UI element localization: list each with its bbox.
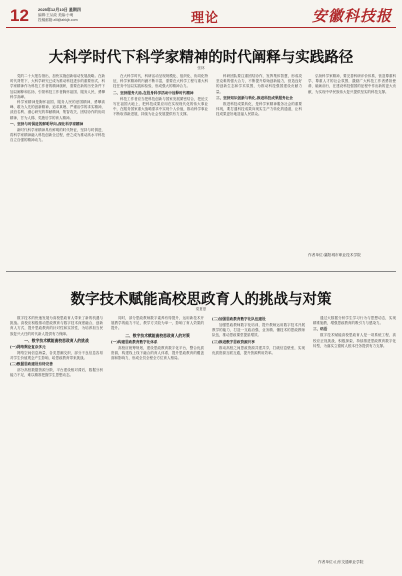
newspaper-logo: 安徽科技报 bbox=[311, 7, 392, 25]
article2-author-note: 作者单位:山东交通职业学院 bbox=[318, 560, 364, 564]
article1-column-2: 在大科学时代，科研活动呈现规模化、组织化、协同化特征，科学家精神的内涵不断丰富，需要在大科学工程与重大科技任务中加以实践和检验，形成强大的精神合力。 二、坚持服务大局,在投身科学活动中诠释时代精神 科技工作者应当把科技创新与国家发展紧密结合，把论文写在祖国大地上，把科技成果应用在实现现代化的伟大事业中，在服务国家重大战略需求中实现个人价值，推动科学事业不断取得新进展，持续为社会发展提供有力支撑。 bbox=[113, 74, 208, 117]
section-title: 理论 bbox=[191, 11, 220, 26]
article2-subhead-6: (二)加强思政教育数字化队伍建设 bbox=[212, 317, 266, 321]
article2-title: 数字技术赋能高校思政育人的挑战与对策 bbox=[70, 291, 332, 308]
article2-column-1: 数字技术的快速发展为高校思政育人带来了新的机遇与挑战。高校应积极推动思政教育与数字技术深度融合，创新育人方式，提升思政教育的针对性和实效性，为培养担当民族复兴大任的时代新人提供有力保障。 一、数字技术赋能高校思政育人的挑战 (一)网络舆论复杂多元 网络空间信息海量，各类思潮交织，部分不良信息容易对学生价值观念产生影响，给思政教育带来挑战。 (二)数据思政建设有待完善 部分高校数据资源分散，平台建设相对滞后，数据分析能力不足，难以精准把握学生思想动态。 bbox=[10, 316, 103, 378]
email-line: 投稿邮箱:zlll@ahkjb.com bbox=[38, 18, 78, 22]
issue-date: 2025年12月10日 星期四 bbox=[38, 7, 81, 12]
article1-column-1: 党的二十大报告指出，加快实施创新驱动发展战略。在新时代背景下，大科学研究已成为推动科技进步的重要形式，科学家精神作为科技工作者的精神旗帜，需要在新的历史条件下加以阐释和弘扬，引领科技工作者胸怀祖国、服务人民，勇攀科学高峰。 科学家精神是胸怀祖国、服务人民的爱国精神，勇攀高峰、敢为人先的创新精神，追求真理、严谨治学的求实精神，淡泊名利、潜心研究的奉献精神，集智攻关、团结协作的协同精神，甘为人梯、奖掖后学的育人精神。 一、坚持与时俱进的鲜明导向,深化科学家精神 新时代科学家精神具有鲜明的时代特征，坚持与时俱进，将科学家精神融入科技创新全过程，使之成为推动高水平科技自立自强的精神动力。 bbox=[10, 74, 105, 143]
article2-column-3: (二)加强思政教育数字化队伍建设 加强思政教师数字化培训，提升教师运用数字技术开展教学的能力，打造一支政治强、业务精、懂技术的思政教师队伍，推动思政课堂提质增效。 (三)推进数字思政资源共享 推动高校之间思政资源共建共享，打破信息壁垒，实现优质资源互联互通，提升资源利用效率。 bbox=[212, 317, 305, 355]
article2-author: 梁夏夏 bbox=[195, 307, 207, 311]
article2-subhead-2: (一)网络舆论复杂多元 bbox=[10, 344, 46, 349]
article2-subhead-8: 三、结语 bbox=[313, 327, 328, 332]
article2-subhead-7: (三)推进数字思政资源共享 bbox=[212, 339, 255, 344]
article1-author: 张林 bbox=[197, 66, 205, 70]
article1-author-note: 作者单位:襄阳城市职业技术学院 bbox=[308, 253, 361, 257]
page-header bbox=[6, 4, 396, 26]
article1-subhead-3: 三、坚持知识创新与转化,推进科技成果服务社会 bbox=[216, 95, 293, 100]
article2-subhead-5: (一)构建思政教育数字化体系 bbox=[111, 339, 158, 344]
article2-column-4: 通过大数据分析学生学习行为与思想动态，实现精准施教，增强思政教育的吸引力与感染力。 三、结语 数字技术赋能高校思政育人是一项系统工程，高校应正视挑战，积极探索，持续推进思政教育数字化转型，为落实立德树人根本任务提供有力支撑。 bbox=[313, 316, 396, 348]
article2-column-2: 同时，部分思政教师数字素养有待提升，运用新技术开展教学的能力不足，教学方式较为单一，影响了育人效果的提升。 二、数字技术赋能高校思政育人的对策 (一)构建思政教育数字化体系 高校应统筹规划，建设思政教育数字化平台，整合优质资源，构建线上线下融合的育人体系，提升思政教育的覆盖面和影响力，形成全员全程全方位育人格局。 bbox=[111, 316, 204, 361]
article1-column-3: 科研团队要注重团结协作，发挥集体智慧，形成攻坚克难的强大合力，不断提升原始创新能力，营造良好的创新生态和学术氛围，为推动科技强国建设贡献力量。 三、坚持知识创新与转化,推进科技成果服务社会 推进科技成果转化，是科学家精神服务社会的重要体现，要打通科技成果向现实生产力转化的通道，让科技成果更好地造福人民群众。 bbox=[216, 74, 302, 117]
article1-subhead-1: 一、坚持与时俱进的鲜明导向,深化科学家精神 bbox=[10, 121, 84, 126]
article2-subhead-4: 二、数字技术赋能高校思政育人的对策 bbox=[125, 332, 190, 338]
article1-title: 大科学时代下科学家精神的时代阐释与实践路径 bbox=[48, 49, 354, 66]
article-separator bbox=[6, 271, 396, 272]
article1-subhead-2: 二、坚持服务大局,在投身科学活动中诠释时代精神 bbox=[113, 90, 194, 95]
article1-column-4: 弘扬科学家精神，要完善科研评价体系，营造尊重科学、尊重人才的社会氛围，激励广大科技工作者勇担使命、砥砺前行，在建设科技强国的征程中作出新的更大贡献，为实现中华民族伟大复兴提供坚实的科技支撑。 bbox=[308, 74, 396, 94]
header-rule bbox=[6, 27, 396, 28]
page-number: 12 bbox=[10, 6, 29, 25]
article2-subhead-3: (二)数据思政建设有待完善 bbox=[10, 362, 53, 367]
article2-subhead-1: 一、数字技术赋能高校思政育人的挑战 bbox=[24, 337, 89, 343]
editor-line: 编辑:王从政 美编:小萌 bbox=[38, 13, 74, 17]
